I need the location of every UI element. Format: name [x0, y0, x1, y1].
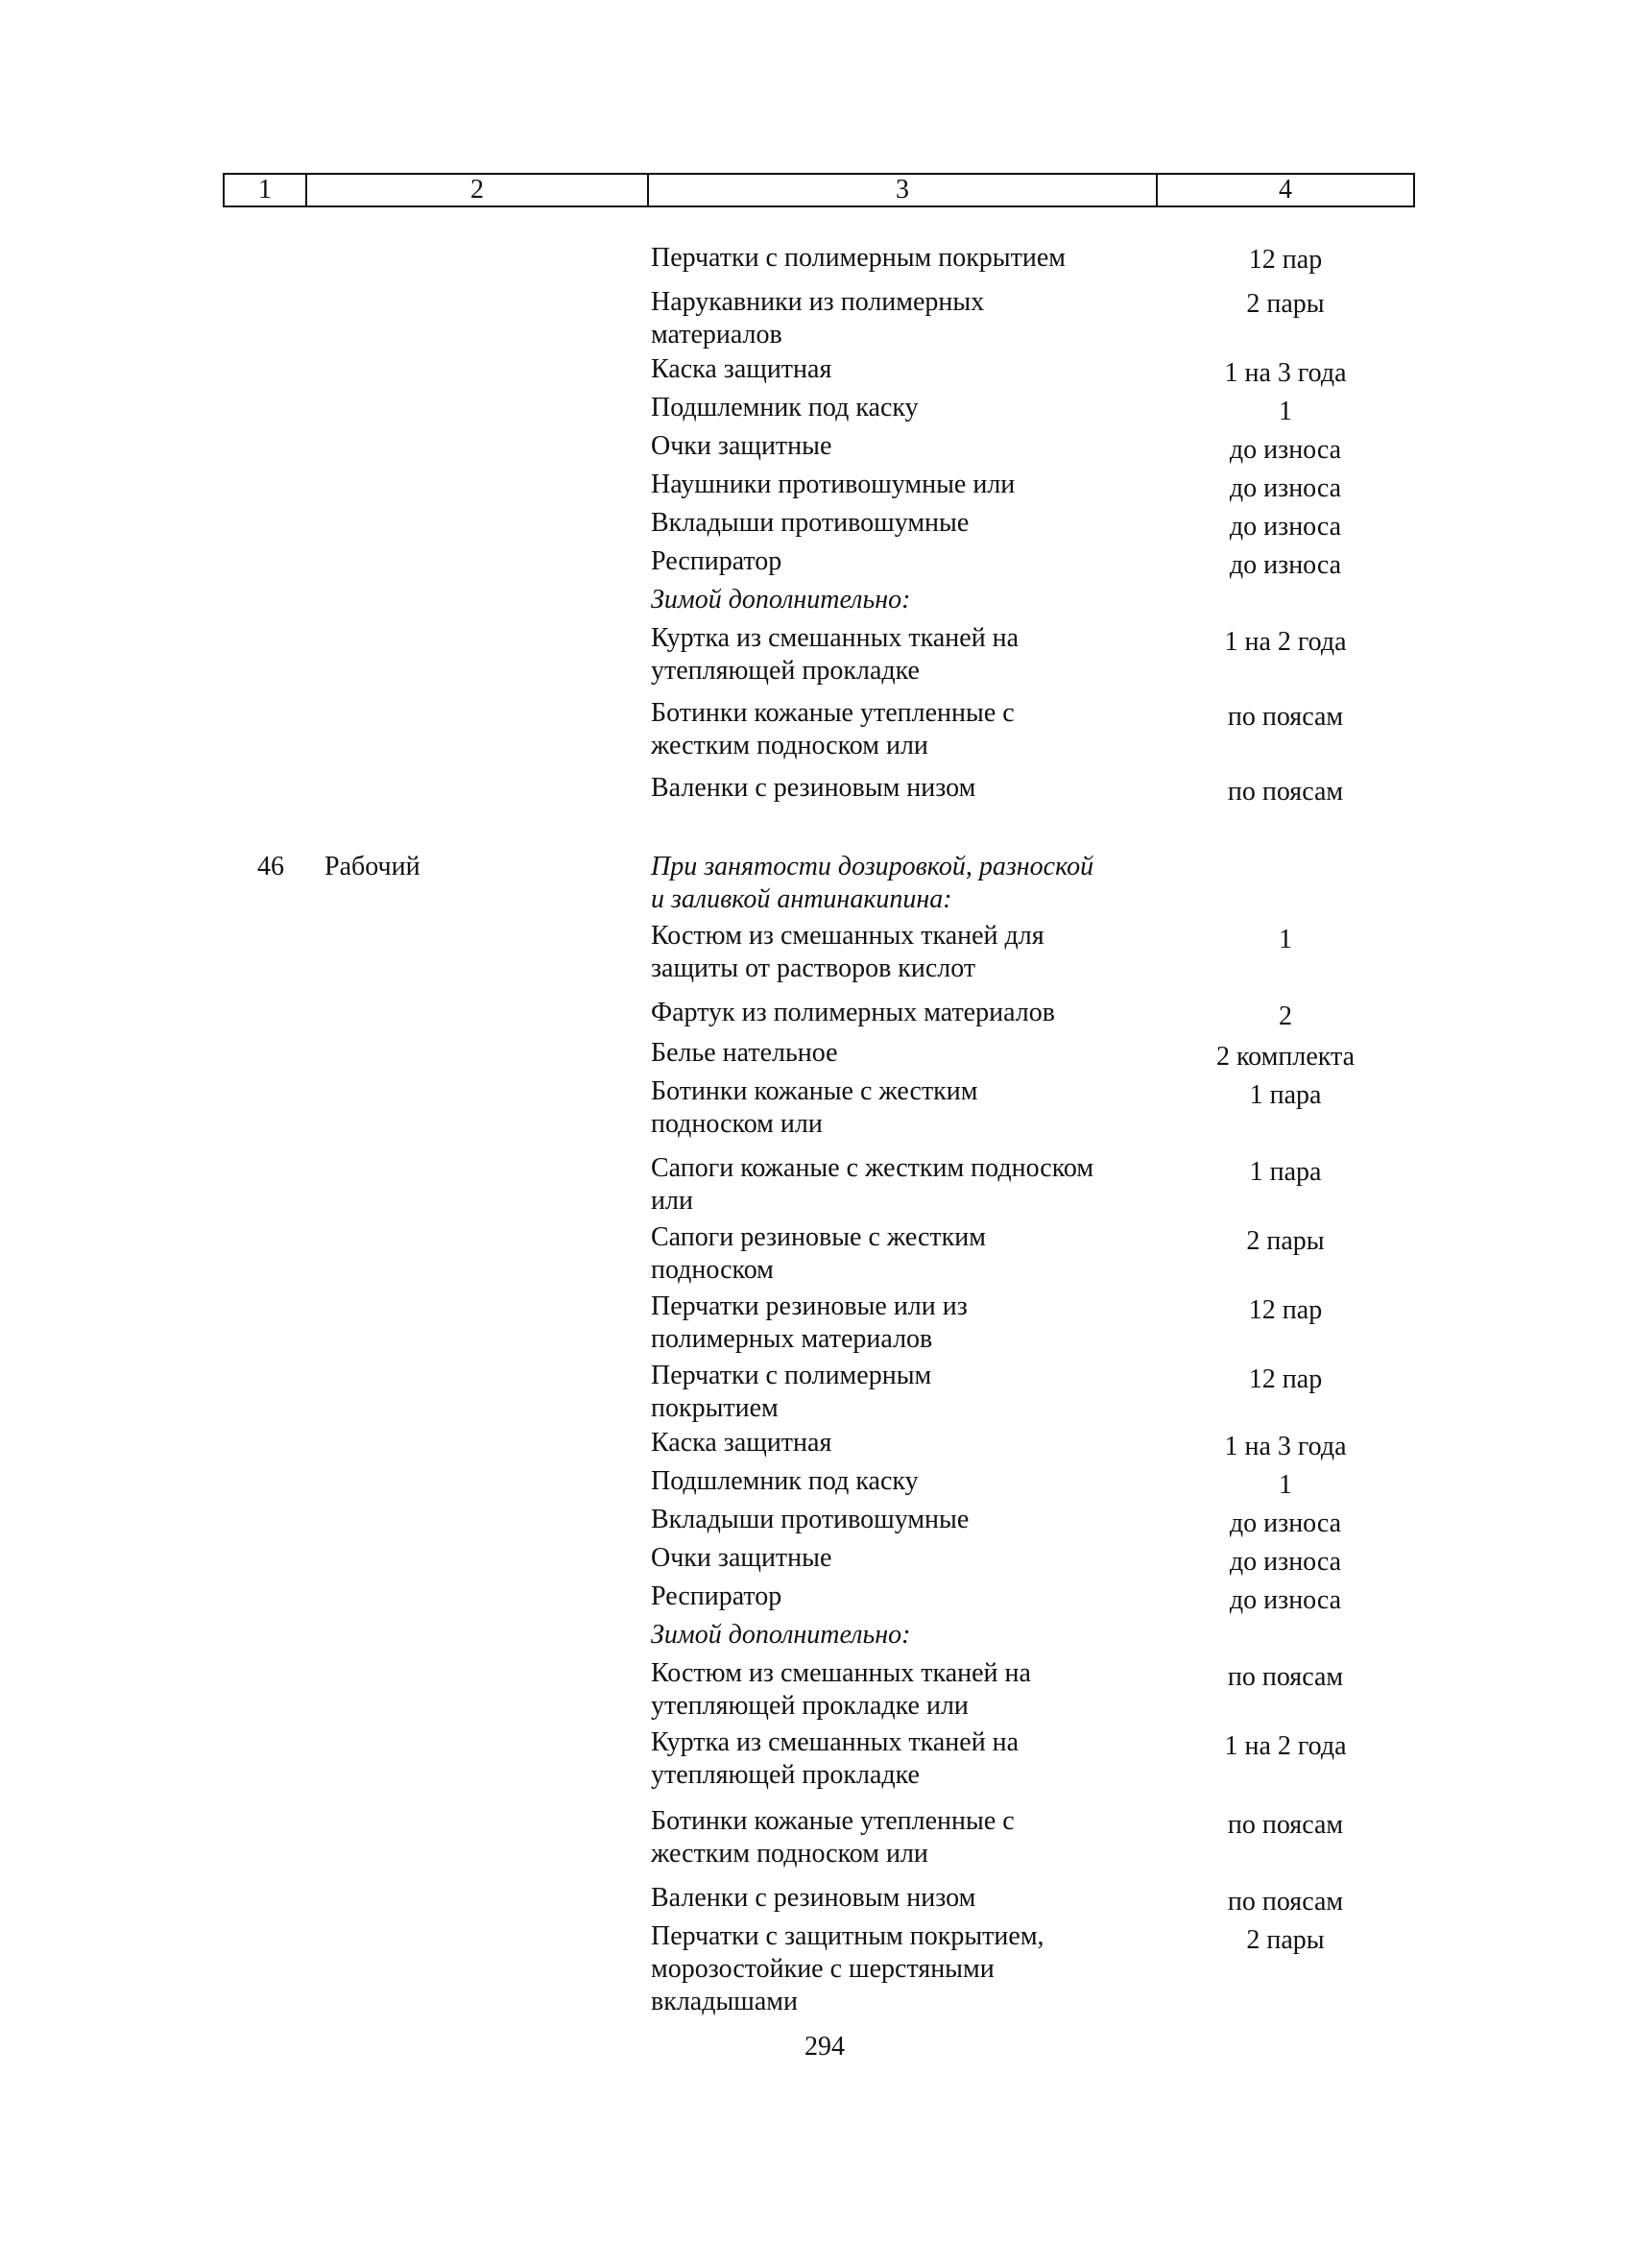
item-text: Ботинки кожаные с жестким подноском или	[651, 1076, 978, 1139]
item-quantity: 1 на 2 года	[1224, 627, 1347, 657]
item-quantity: до износа	[1229, 435, 1342, 465]
item-text: При занятости дозировкой, разноской и заливкой антинакипина:	[651, 852, 1094, 914]
item-text: Перчатки с полимерным покрытием	[651, 243, 1066, 273]
item-quantity: до износа	[1229, 550, 1342, 580]
item-quantity: 1	[1279, 1470, 1292, 1500]
item-text: Зимой дополнительно:	[651, 1620, 911, 1650]
item-text: Куртка из смешанных тканей на утепляющей прокладке	[651, 1727, 1020, 1790]
item-text: Ботинки кожаные утепленные с жестким подноском или	[651, 698, 1015, 760]
item-text: Вкладыши противошумные	[651, 1505, 970, 1534]
page-number: 294	[804, 2032, 845, 2062]
item-text: Нарукавники из полимерных материалов	[651, 287, 985, 350]
item-text: Валенки с резиновым низом	[651, 773, 976, 803]
item-quantity: до износа	[1229, 1508, 1342, 1538]
header-col-4-label: 4	[1279, 175, 1292, 205]
item-quantity: 12 пар	[1248, 245, 1323, 275]
item-text: Подшлемник под каску	[651, 1466, 919, 1496]
item-quantity: по поясам	[1227, 1887, 1344, 1917]
item-quantity: 12 пар	[1248, 1295, 1323, 1325]
item-quantity: 2 пары	[1246, 1925, 1325, 1955]
item-quantity: 2 пары	[1246, 1226, 1325, 1256]
item-quantity: по поясам	[1227, 777, 1344, 807]
item-quantity: по поясам	[1227, 1810, 1344, 1840]
item-text: Сапоги кожаные с жестким подноском или	[651, 1153, 1094, 1216]
item-quantity: 1 пара	[1249, 1080, 1322, 1110]
item-quantity: до износа	[1229, 1585, 1342, 1615]
item-quantity: 2 комплекта	[1216, 1042, 1355, 1072]
item-quantity: 1	[1279, 925, 1292, 954]
item-quantity: 1 на 2 года	[1224, 1731, 1347, 1761]
item-text: Каска защитная	[651, 1428, 832, 1458]
header-col-2-label: 2	[470, 175, 484, 205]
item-text: Белье нательное	[651, 1038, 838, 1068]
item-quantity: до износа	[1229, 512, 1342, 542]
item-text: Респиратор	[651, 1581, 782, 1611]
item-quantity: 2 пары	[1246, 289, 1325, 319]
item-text: Костюм из смешанных тканей для защиты от растворов кислот	[651, 921, 1044, 983]
item-text: Куртка из смешанных тканей на утепляющей прокладке	[651, 623, 1020, 686]
item-text: Перчатки с защитным покрытием, морозостойкие с шерстяными вкладышами	[651, 1921, 1044, 2016]
item-quantity: 1	[1279, 397, 1292, 426]
item-text: Костюм из смешанных тканей на утепляющей прокладке или	[651, 1658, 1031, 1721]
item-text: Вкладыши противошумные	[651, 508, 970, 538]
item-text: Подшлемник под каску	[651, 393, 919, 422]
item-text: Наушники противошумные или	[651, 470, 1016, 499]
item-quantity: 1 пара	[1249, 1157, 1322, 1187]
item-text: Зимой дополнительно:	[651, 585, 911, 615]
item-text: Очки защитные	[651, 1543, 832, 1573]
item-quantity: 1 на 3 года	[1224, 358, 1347, 388]
item-text: Валенки с резиновым низом	[651, 1883, 976, 1913]
item-text: Респиратор	[651, 546, 782, 576]
item-quantity: 1 на 3 года	[1224, 1432, 1347, 1461]
item-text: Перчатки с полимерным покрытием	[651, 1361, 932, 1423]
item-text: Фартук из полимерных материалов	[651, 998, 1055, 1027]
entry-job-title: Рабочий	[324, 852, 420, 881]
entry-number: 46	[257, 852, 284, 881]
header-col-3	[647, 173, 1156, 207]
item-quantity: 2	[1279, 1001, 1292, 1031]
header-col-2	[305, 173, 647, 207]
item-quantity: до износа	[1229, 473, 1342, 503]
header-col-1-label: 1	[258, 175, 272, 205]
header-col-3-label: 3	[896, 175, 909, 205]
item-text: Каска защитная	[651, 354, 832, 384]
item-quantity: по поясам	[1227, 1662, 1344, 1692]
item-text: Очки защитные	[651, 431, 832, 461]
item-text: Сапоги резиновые с жестким подноском	[651, 1222, 986, 1285]
header-col-4	[1156, 173, 1415, 207]
item-text: Ботинки кожаные утепленные с жестким подноском или	[651, 1806, 1015, 1869]
header-col-1	[223, 173, 305, 207]
item-quantity: по поясам	[1227, 702, 1344, 732]
item-quantity: 12 пар	[1248, 1364, 1323, 1394]
item-quantity: до износа	[1229, 1547, 1342, 1577]
item-text: Перчатки резиновые или из полимерных материалов	[651, 1291, 968, 1354]
